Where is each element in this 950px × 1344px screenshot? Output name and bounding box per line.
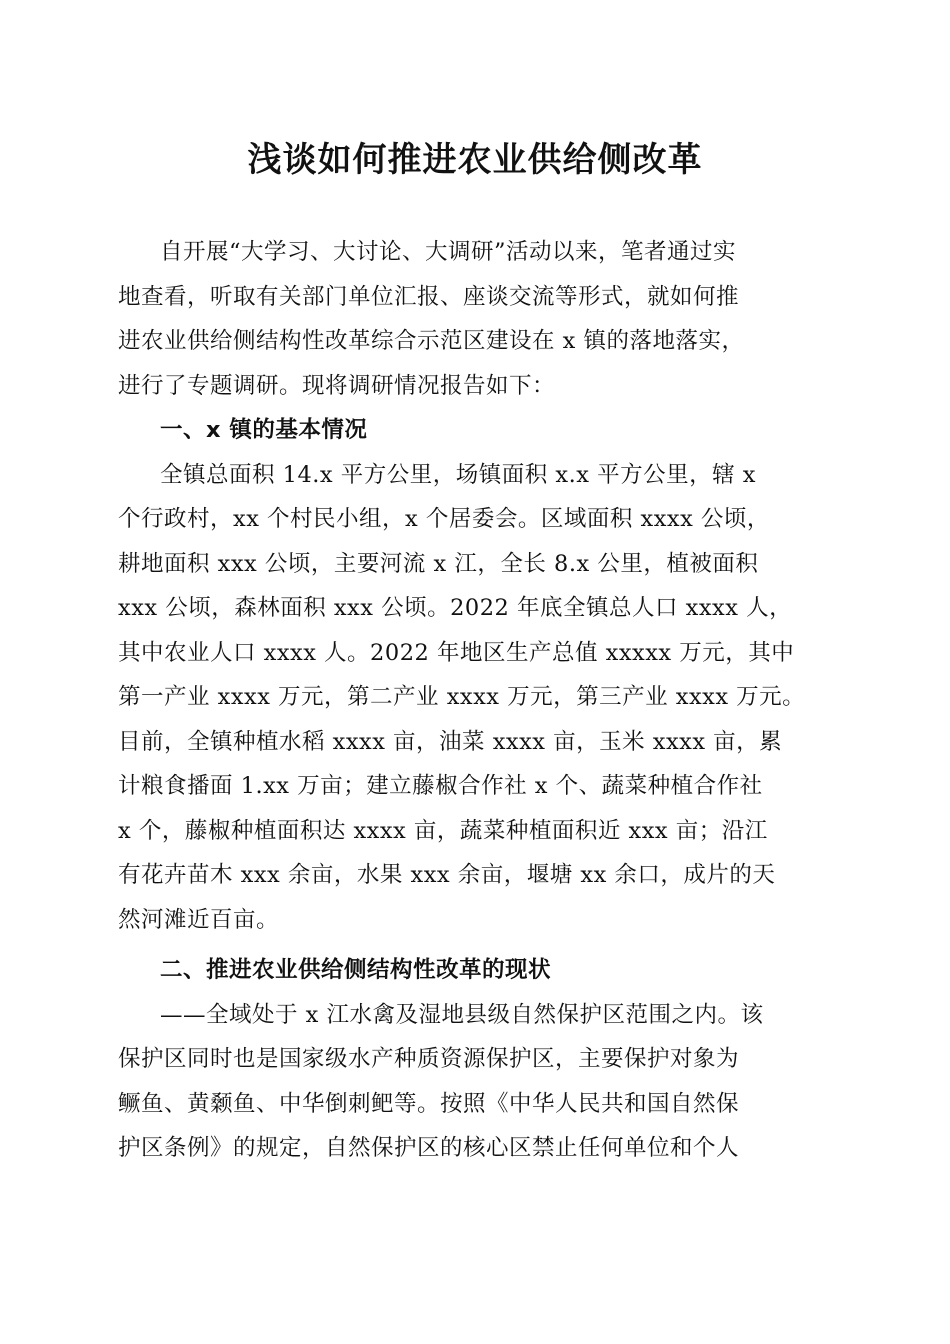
- paragraph-line: 目前，全镇种植水稻 xxxx 亩，油菜 xxxx 亩，玉米 xxxx 亩，累: [118, 728, 783, 755]
- paragraph-line: 保护区同时也是国家级水产种质资源保护区，主要保护对象为: [118, 1046, 740, 1072]
- intro-line: 地查看，听取有关部门单位汇报、座谈交流等形式，就如何推: [118, 283, 740, 310]
- section-current-status: [118, 948, 830, 1171]
- paragraph-line: ——全域处于 x 江水禽及湿地县级自然保护区范围之内。该: [160, 1001, 764, 1028]
- intro-paragraph: [118, 230, 830, 408]
- paragraph-line: 计粮食播面 1.xx 万亩；建立藤椒合作社 x 个、蔬菜种植合作社: [118, 773, 763, 799]
- paragraph-line: 个行政村，xx 个村民小组，x 个居委会。区域面积 xxxx 公顷，: [118, 506, 770, 532]
- paragraph-line: 护区条例》的规定，自然保护区的核心区禁止任何单位和个人: [118, 1135, 740, 1161]
- section-heading: 二、推进农业供给侧结构性改革的现状: [160, 957, 552, 983]
- paragraph-line: 全镇总面积 14.x 平方公里，场镇面积 x.x 平方公里，辖 x: [160, 461, 756, 488]
- paragraph-line: 第一产业 xxxx 万元，第二产业 xxxx 万元，第三产业 xxxx 万元。: [118, 684, 806, 710]
- section-basic-info: [118, 408, 830, 942]
- paragraph-line: xxx 公顷，森林面积 xxx 公顷。2022 年底全镇总人口 xxxx 人，: [118, 595, 793, 621]
- paragraph-line: x 个，藤椒种植面积达 xxxx 亩，蔬菜种植面积近 xxx 亩；沿江: [118, 817, 768, 844]
- document-title: 浅谈如何推进农业供给侧改革: [247, 140, 703, 180]
- paragraph-line: 其中农业人口 xxxx 人。2022 年地区生产总值 xxxxx 万元，其中: [118, 639, 795, 666]
- paragraph-line: 有花卉苗木 xxx 余亩，水果 xxx 余亩，堰塘 xx 余口，成片的天: [118, 862, 776, 888]
- paragraph-line: 鳜鱼、黄颡鱼、中华倒刺鲃等。按照《中华人民共和国自然保: [118, 1090, 740, 1117]
- paragraph-line: 耕地面积 xxx 公顷，主要河流 x 江，全长 8.x 公里，植被面积: [118, 550, 759, 577]
- intro-line: 进行了专题调研。现将调研情况报告如下：: [118, 372, 556, 399]
- intro-line: 自开展“大学习、大讨论、大调研”活动以来，笔者通过实: [160, 239, 737, 265]
- document-body: [118, 230, 830, 1171]
- section-heading: 一、x 镇的基本情况: [160, 417, 368, 443]
- paragraph-line: 然河滩近百亩。: [118, 906, 280, 933]
- intro-line: 进农业供给侧结构性改革综合示范区建设在 x 镇的落地落实，: [118, 328, 745, 354]
